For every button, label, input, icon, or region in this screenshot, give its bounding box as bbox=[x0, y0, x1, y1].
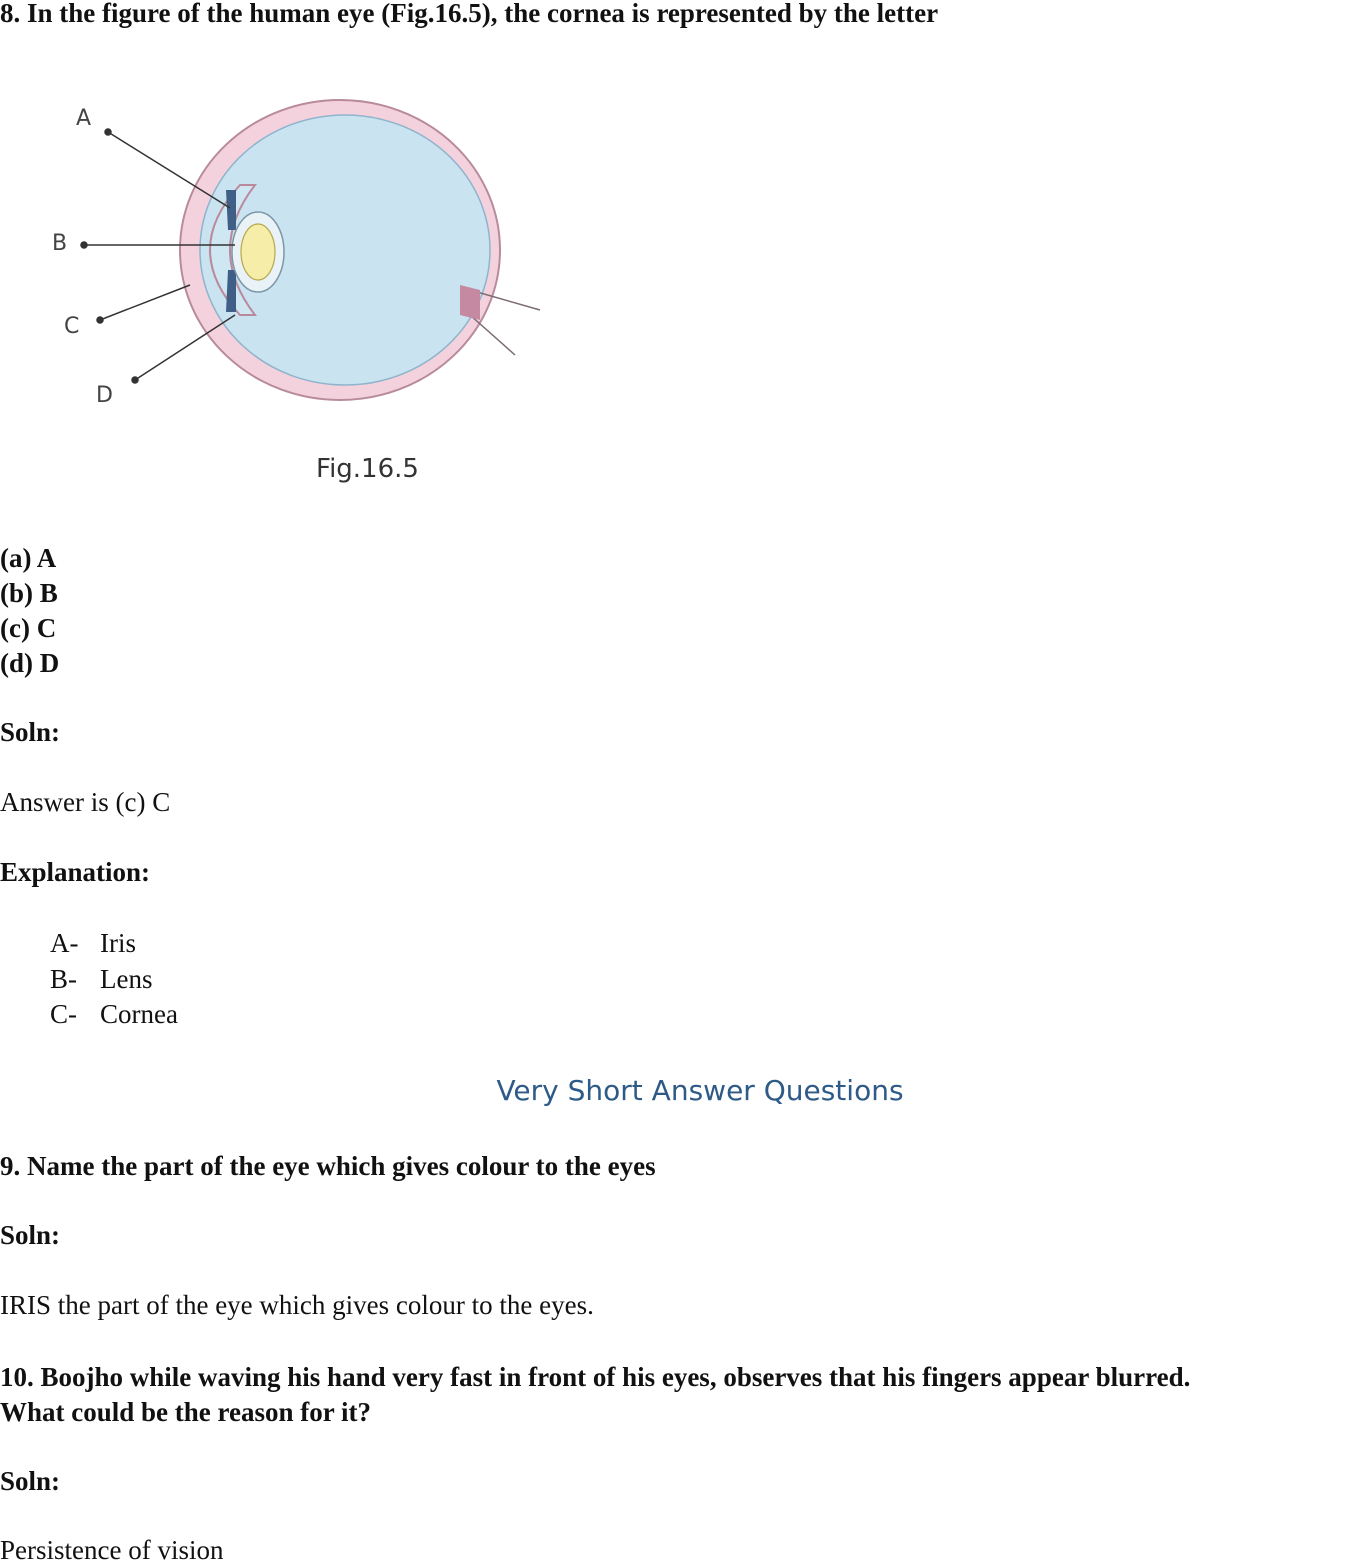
explanation-key: C- bbox=[50, 999, 77, 1029]
explanation-value: Lens bbox=[100, 963, 153, 994]
section-heading: Very Short Answer Questions bbox=[496, 1074, 904, 1107]
figure-label-a: A bbox=[76, 106, 92, 131]
q8-explanation-label: Explanation: bbox=[0, 857, 151, 887]
explanation-value: Iris bbox=[100, 928, 136, 958]
explanation-item bbox=[50, 926, 178, 962]
explanation-item bbox=[50, 962, 178, 998]
figure-caption: Fig.16.5 bbox=[316, 454, 419, 484]
figure-label-d: D bbox=[96, 383, 113, 408]
option-a: (a) A bbox=[0, 543, 57, 573]
explanation-key: B- bbox=[50, 963, 77, 994]
explanation-item bbox=[50, 997, 178, 1033]
q9-soln-label: Soln: bbox=[0, 1220, 61, 1250]
lens bbox=[241, 224, 275, 280]
question-9-text: 9. Name the part of the eye which gives colour to the eyes bbox=[0, 1151, 656, 1181]
figure-label-b: B bbox=[52, 231, 68, 256]
q10-answer: Persistence of vision bbox=[0, 1535, 224, 1565]
explanation-key: A- bbox=[50, 928, 79, 958]
question-10-line-1: 10. Boojho while waving his hand very fast in front of his eyes, observes that his fingers appear blurred. bbox=[0, 1362, 1191, 1392]
question-10-line-2: What could be the reason for it? bbox=[0, 1397, 371, 1427]
figure-label-c: C bbox=[64, 314, 80, 339]
q10-soln-label: Soln: bbox=[0, 1466, 61, 1496]
q9-answer: IRIS the part of the eye which gives colour to the eyes. bbox=[0, 1290, 594, 1320]
eyeball bbox=[180, 100, 540, 400]
option-c: (c) C bbox=[0, 613, 57, 643]
explanation-value: Cornea bbox=[100, 999, 178, 1029]
q8-soln-label: Soln: bbox=[0, 717, 61, 747]
option-b: (b) B bbox=[0, 578, 58, 608]
human-eye-diagram bbox=[40, 90, 560, 420]
q8-explanation-list bbox=[50, 926, 178, 1033]
option-d: (d) D bbox=[0, 648, 60, 678]
blind-spot bbox=[460, 285, 480, 320]
question-8-text: 8. In the figure of the human eye (Fig.16.5), the cornea is represented by the letter bbox=[0, 0, 939, 28]
q8-answer: Answer is (c) C bbox=[0, 787, 171, 817]
